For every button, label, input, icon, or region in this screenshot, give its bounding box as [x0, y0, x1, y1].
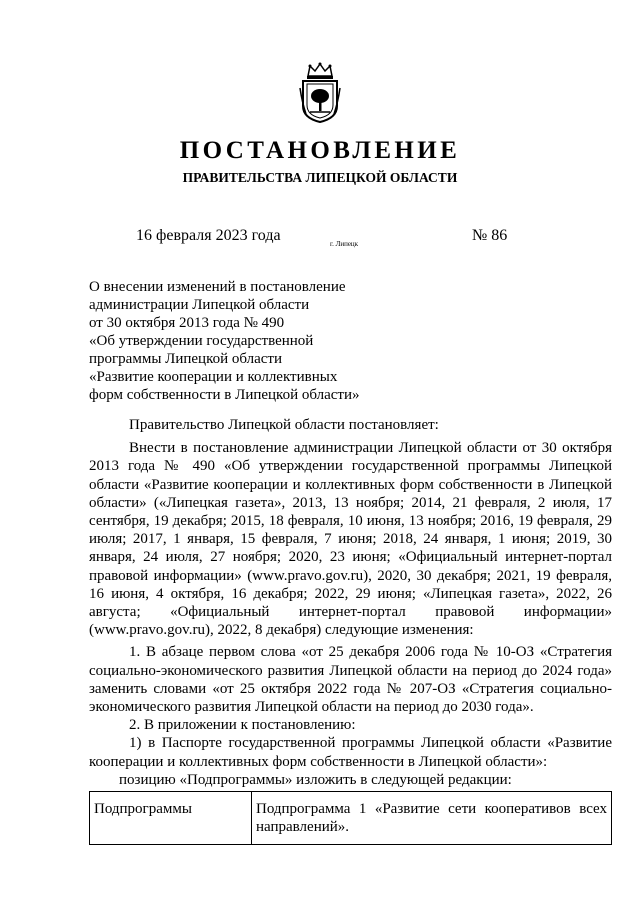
body-paragraph: Правительство Липецкой области постановляет: — [129, 417, 439, 433]
body-paragraph: Внести в постановление администрации Липецкой области от 30 октября 2013 года № 490 «Об утверждении государственной программы Липецкой области «Развитие кооперации и коллективных форм собственности в Липецкой области» («Липецкая газета», 2013, 13 ноября; 2014, 21 февраля, 2 июля, 17 сентября, 19 декабря; 2015, 18 февраля, 10 июня, 13 ноября; 2016, 19 февраля, 29 июля; 2017, 1 января, 15 февраля, 7 июня; 2018, 24 января, 1 июня; 2019, 30 января, 24 июля, 27 ноября; 2020, 23 июня; «Официальный интернет-портал правовой информации» (www.pravo.gov.ru), 2020, 30 декабря; 2021, 19 февраля, 16 июня, 4 октября, 16 декабря; 2022, 29 июня; «Липецкая газета», 2022, 26 августа; «Официальный интернет-портал правовой информации» (www.pravo.gov.ru), 2022, 8 декабря) следующие изменения: — [89, 440, 612, 639]
document-date: 16 февраля 2023 года — [136, 227, 281, 244]
body-paragraph: 1. В абзаце первом слова «от 25 декабря 2006 года № 10-ОЗ «Стратегия социально-экономического развития Липецкой области на период до 2024 года» заменить словами «от 25 октября 2022 года № 207-ОЗ «Стратегия социально-экономического развития Липецкой области на период до 2030 года». — [89, 644, 612, 716]
body-paragraph: позицию «Подпрограммы» изложить в следующей редакции: — [119, 771, 512, 788]
document-subtitle: ПРАВИТЕЛЬСТВА ЛИПЕЦКОЙ ОБЛАСТИ — [182, 170, 458, 185]
body-paragraph: 1) в Паспорте государственной программы Липецкой области «Развитие кооперации и коллективных форм собственности в Липецкой области»: — [89, 735, 612, 770]
heading-line: администрации Липецкой области — [89, 297, 310, 313]
document-title: ПОСТАНОВЛЕНИЕ — [179, 137, 461, 164]
document-city: г. Липецк — [330, 240, 359, 248]
heading-line: от 30 октября 2013 года № 490 — [89, 315, 285, 331]
heading-line: О внесении изменений в постановление — [89, 279, 346, 295]
subprograms-table — [89, 791, 612, 845]
body-paragraph: 2. В приложении к постановлению: — [129, 717, 356, 734]
document-heading — [89, 278, 419, 404]
heading-line: форм собственности в Липецкой области» — [89, 387, 360, 403]
table-cell-label: Подпрограммы — [90, 792, 252, 844]
heading-line: «Развитие кооперации и коллективных — [89, 369, 338, 385]
table-cell-value: Подпрограмма 1 «Развитие сети кооперативов всех направлений». — [256, 801, 607, 835]
heading-line: программы Липецкой области — [89, 351, 283, 367]
heading-line: «Об утверждении государственной — [89, 333, 314, 349]
document-number: № 86 — [472, 227, 508, 244]
document-body — [89, 416, 612, 789]
coat-of-arms-icon — [298, 62, 342, 124]
